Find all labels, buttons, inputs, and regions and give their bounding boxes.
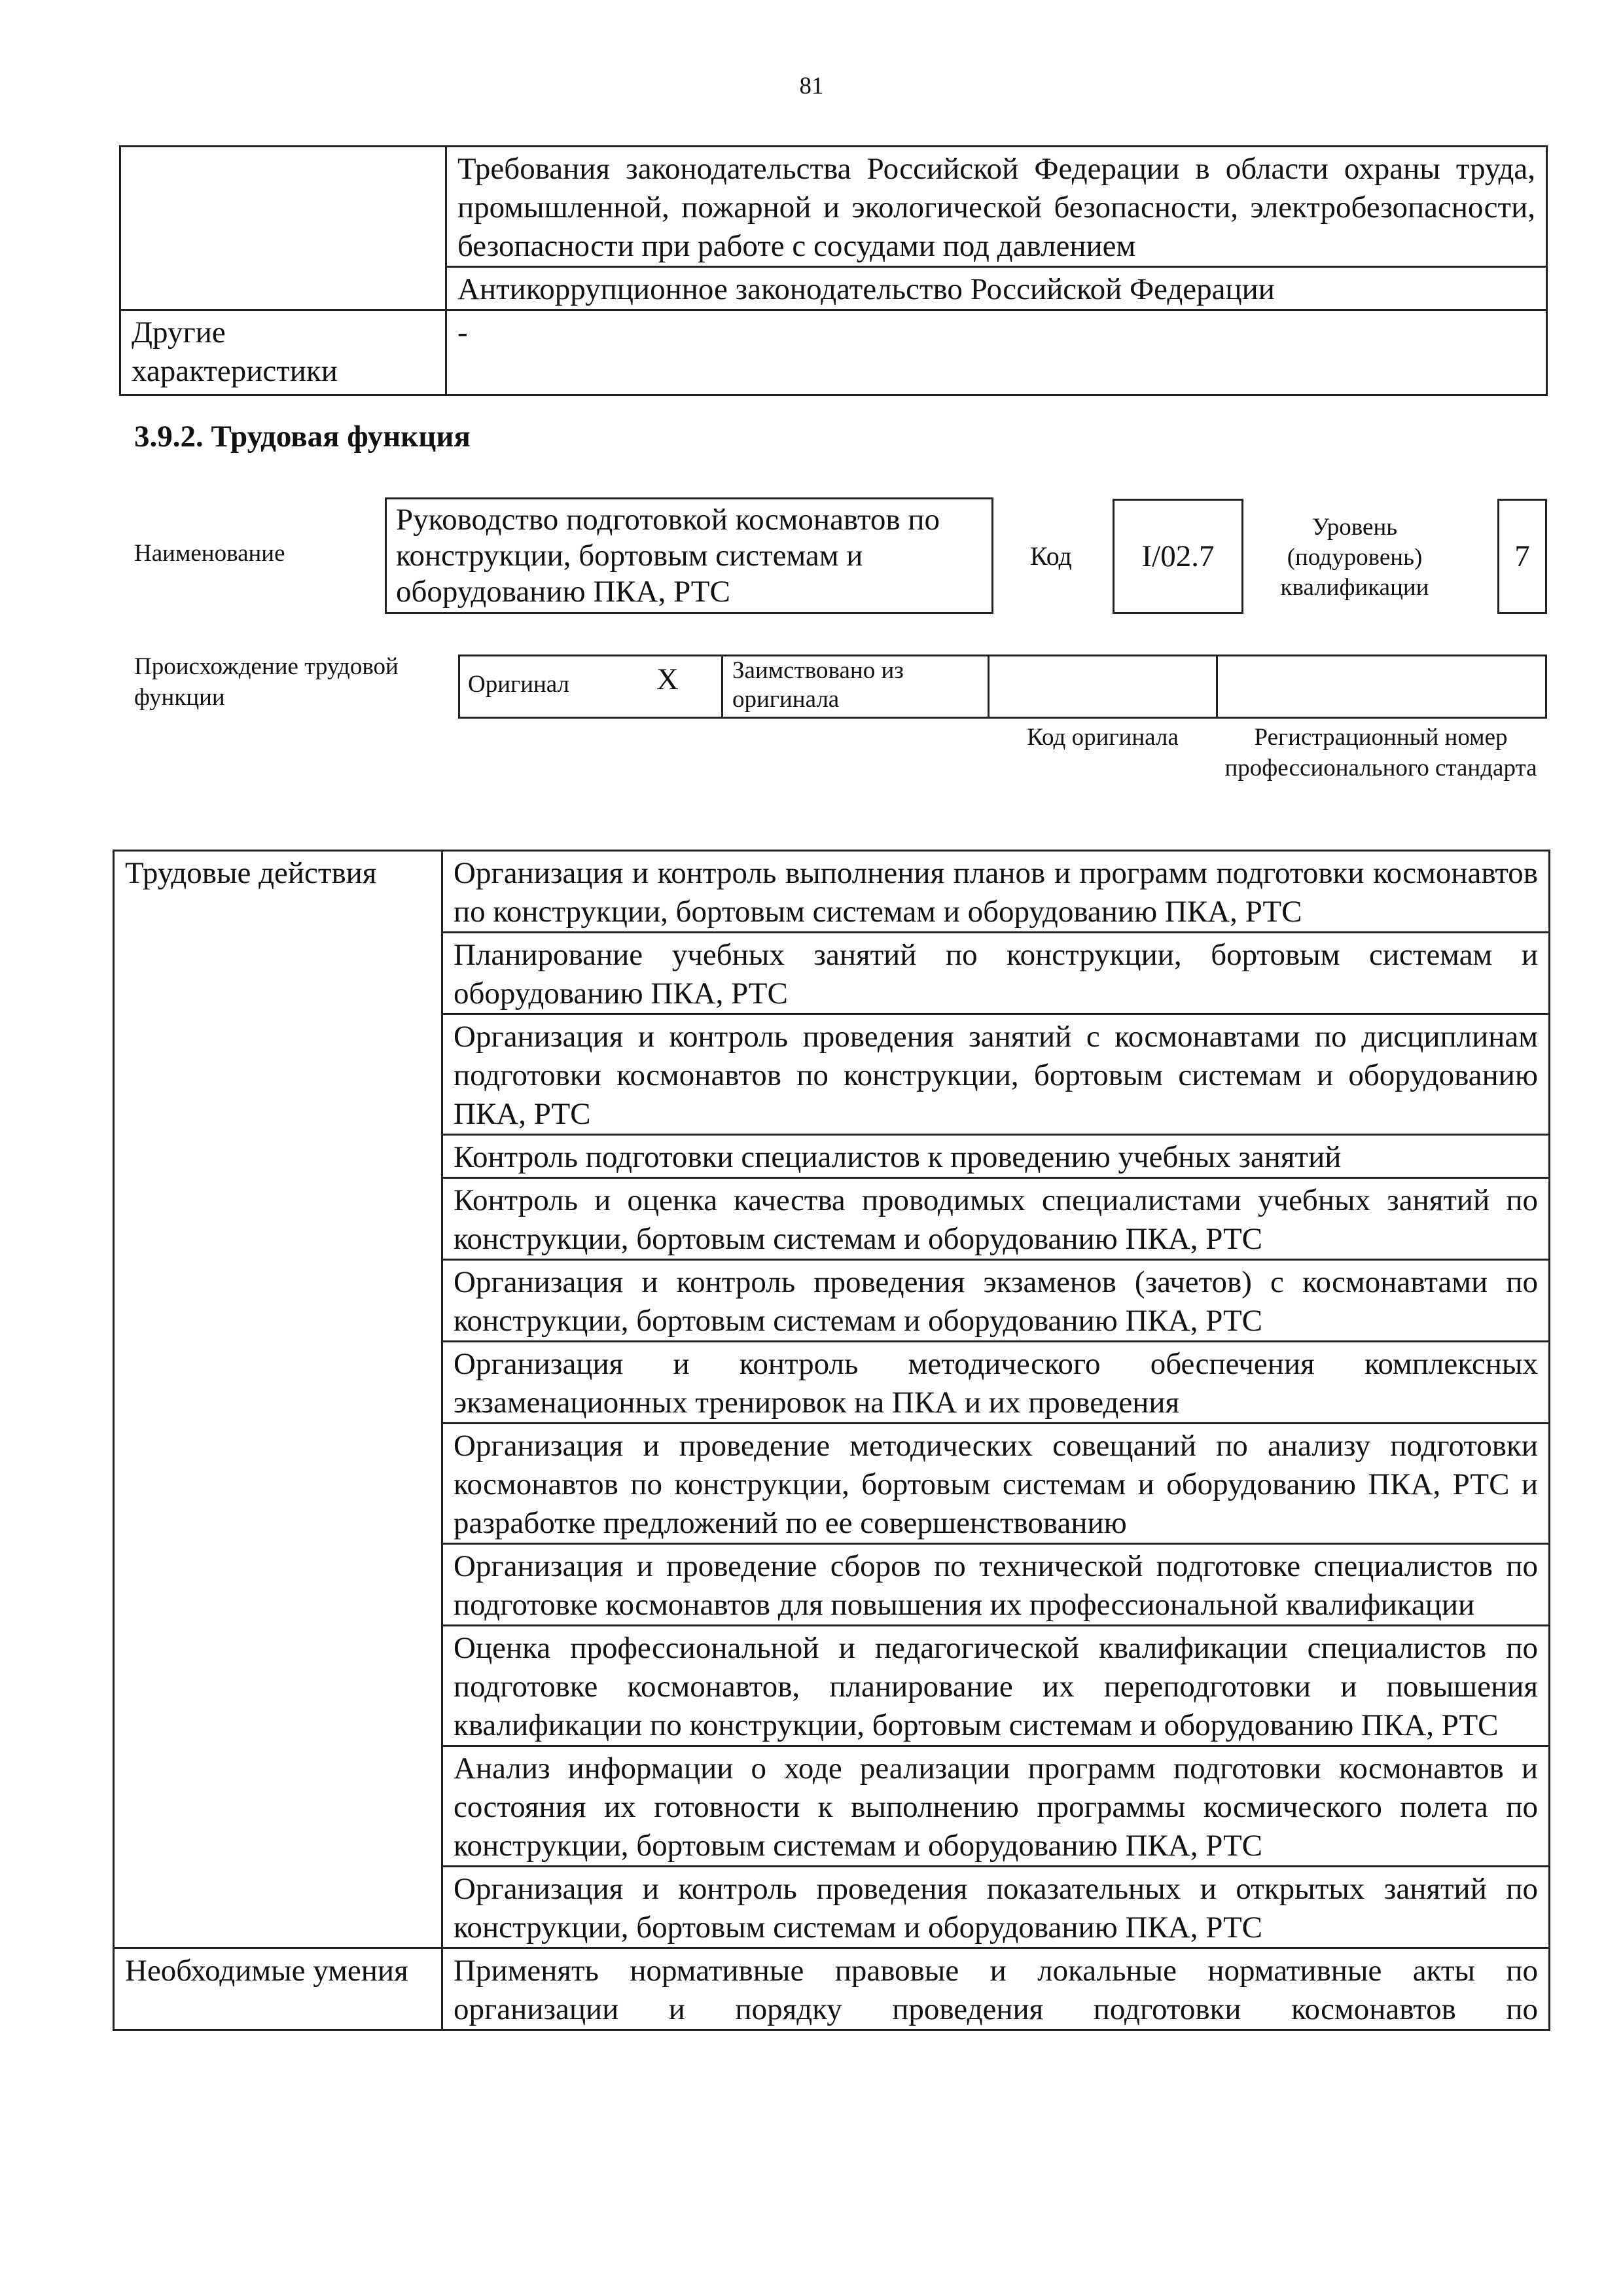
table-row bbox=[120, 310, 1547, 395]
row-item: Требования законодательства Российской Федерации в области охраны труда, промышленной, пожарной и экологической безопасности, электробезопасности, безопасности при работе с сосудами под давлением bbox=[446, 147, 1547, 267]
action-item: Контроль подготовки специалистов к проведению учебных занятий bbox=[442, 1135, 1550, 1178]
origin-original-cell bbox=[458, 655, 723, 719]
original-code-caption: Код оригинала bbox=[1027, 723, 1179, 751]
action-item: Организация и проведение сборов по технической подготовке специалистов по подготовке космонавтов для повышения их профессиональной квалификации bbox=[442, 1544, 1550, 1626]
action-item: Организация и проведение методических совещаний по анализу подготовки космонавтов по конструкции, бортовым системам и оборудованию ПКА, РТС и разработке предложений по ее совершенствованию bbox=[442, 1424, 1550, 1544]
reg-number-cell bbox=[1216, 655, 1547, 719]
original-label: Оригинал bbox=[468, 671, 570, 698]
row-label: Другие характеристики bbox=[120, 310, 446, 395]
table-row bbox=[120, 147, 1547, 267]
row-item: - bbox=[446, 310, 1547, 395]
labor-function-table bbox=[113, 850, 1550, 2031]
level-value: 7 bbox=[1514, 539, 1530, 573]
section-heading: 3.9.2. Трудовая функция bbox=[134, 420, 471, 454]
action-item: Оценка профессиональной и педагогической квалификации специалистов по подготовке космонавтов, планирование их переподготовки и повышения квалификации по конструкции, бортовым системам и оборудованию ПКА, РТС bbox=[442, 1626, 1550, 1746]
action-item: Планирование учебных занятий по конструкции, бортовым системам и оборудованию ПКА, РТС bbox=[442, 933, 1550, 1014]
name-label: Наименование bbox=[134, 540, 285, 567]
page-number: 81 bbox=[799, 73, 824, 99]
reg-number-caption: Регистрационный номер профессионального стандарта bbox=[1224, 724, 1537, 781]
origin-label: Происхождение трудовой функции bbox=[134, 653, 399, 711]
section-label: Трудовые действия bbox=[114, 851, 442, 1948]
level-box bbox=[1497, 499, 1547, 614]
table-row bbox=[114, 851, 1550, 933]
origin-borrowed-cell bbox=[721, 655, 990, 719]
code-value: I/02.7 bbox=[1141, 539, 1215, 573]
action-item: Организация и контроль проведения показательных и открытых занятий по конструкции, бортовым системам и оборудованию ПКА, РТС bbox=[442, 1867, 1550, 1948]
skill-item: Применять нормативные правовые и локальные нормативные акты по организации и порядку проведения подготовки космонавтов по bbox=[442, 1948, 1550, 2030]
action-item: Организация и контроль методического обеспечения комплексных экзаменационных тренировок на ПКА и их проведения bbox=[442, 1342, 1550, 1424]
code-label: Код bbox=[1030, 541, 1072, 571]
action-item: Организация и контроль выполнения планов и программ подготовки космонавтов по конструкции, бортовым системам и оборудованию ПКА, РТС bbox=[442, 851, 1550, 933]
row-label bbox=[120, 147, 446, 310]
function-name-box bbox=[385, 497, 993, 614]
borrowed-label: Заимствовано из оригинала bbox=[732, 657, 904, 713]
table-row bbox=[114, 1948, 1550, 2030]
level-label: Уровень (подуровень) квалификации bbox=[1280, 514, 1429, 601]
original-mark: X bbox=[656, 662, 679, 696]
function-name: Руководство подготовкой космонавтов по конструкции, бортовым системам и оборудованию ПКА, РТС bbox=[396, 503, 940, 609]
action-item: Организация и контроль проведения экзаменов (зачетов) с космонавтами по конструкции, бортовым системам и оборудованию ПКА, РТС bbox=[442, 1260, 1550, 1342]
action-item: Контроль и оценка качества проводимых специалистами учебных занятий по конструкции, бортовым системам и оборудованию ПКА, РТС bbox=[442, 1178, 1550, 1260]
code-box bbox=[1113, 499, 1243, 614]
section-label: Необходимые умения bbox=[114, 1948, 442, 2030]
action-item: Организация и контроль проведения занятий с космонавтами по дисциплинам подготовки космонавтов по конструкции, бортовым системам и оборудованию ПКА, РТС bbox=[442, 1014, 1550, 1135]
action-item: Анализ информации о ходе реализации программ подготовки космонавтов и состояния их готовности к выполнению программы космического полета по конструкции, бортовым системам и оборудованию ПКА, РТС bbox=[442, 1746, 1550, 1867]
original-code-cell bbox=[988, 655, 1218, 719]
top-characteristics-table bbox=[119, 145, 1548, 396]
row-item: Антикоррупционное законодательство Российской Федерации bbox=[446, 267, 1547, 310]
